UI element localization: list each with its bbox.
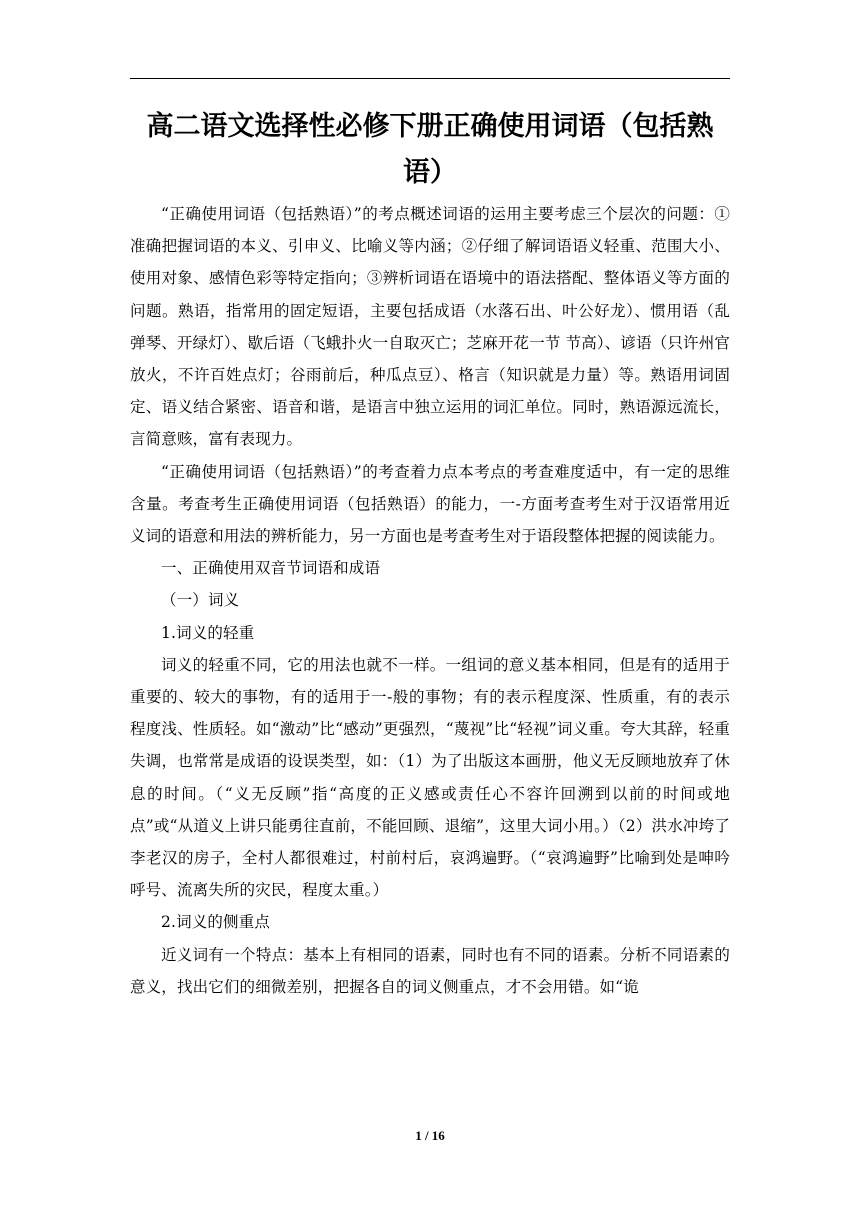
- document-body: [130, 198, 730, 1003]
- page-number: 1 / 16: [415, 1128, 445, 1143]
- header-rule: [130, 78, 730, 79]
- paragraph-overview: “正确使用词语（包括熟语）”的考点概述词语的运用主要考虑三个层次的问题：①准确把握词语的本义、引申义、比喻义等内涵；②仔细了解词语语义轻重、范围大小、使用对象、感情色彩等特定指向；③辨析词语在语境中的语法搭配、整体语义等方面的问题。熟语，指常用的固定短语，主要包括成语（水落石出、叶公好龙）、惯用语（乱弹琴、开绿灯）、歇后语（飞蛾扑火一自取灭亡；芝麻开花一节 节高）、谚语（只许州官放火，不许百姓点灯；谷雨前后，种瓜点豆）、格言（知识就是力量）等。熟语用词固定、语义结合紧密、语音和谐，是语言中独立运用的词汇单位。同时，熟语源远流长，言简意赅，富有表现力。: [130, 205, 730, 449]
- subsection-heading: （一）词义: [161, 591, 240, 610]
- item-heading: 1.词义的轻重: [161, 623, 255, 642]
- paragraph-focus: “正确使用词语（包括熟语）”的考查着力点本考点的考查难度适中，有一定的思维含量。考查考生正确使用词语（包括熟语）的能力，一-方面考查考生对于汉语常用近义词的语意和用法的辨析能力，另一方面也是考查考生对于语段整体把握的阅读能力。: [130, 462, 730, 546]
- paragraph-word-emphasis: 近义词有一个特点：基本上有相同的语素，同时也有不同的语素。分析不同语素的意义，找出它们的细微差别，把握各自的词义侧重点，才不会用错。如“诡: [130, 945, 730, 996]
- item-heading: 2.词义的侧重点: [161, 913, 270, 932]
- section-heading: 一、正确使用双音节词语和成语: [161, 559, 381, 578]
- page-title: 高二语文选择性必修下册正确使用词语（包括熟语）: [146, 111, 714, 188]
- paragraph-word-weight: 词义的轻重不同，它的用法也就不一样。一组词的意义基本相同，但是有的适用于重要的、较大的事物，有的适用于一-般的事物；有的表示程度深、性质重，有的表示程度浅、性质轻。如“激动”比“感动”更强烈，“蔑视”比“轻视”词义重。夸大其辞，轻重失调，也常常是成语的设误类型，如：（1）为了出版这本画册，他义无反顾地放弃了休息的时间。（“义无反顾”指“高度的正义感或责任心不容许回溯到以前的时间或地点”或“从道义上讲只能勇往直前，不能回顾、退缩”，这里大词小用。）（2）洪水冲垮了李老汉的房子，全村人都很难过，村前村后，哀鸿遍野。（“哀鸿遍野”比喻到处是呻吟呼号、流离失所的灾民，程度太重。）: [130, 655, 730, 900]
